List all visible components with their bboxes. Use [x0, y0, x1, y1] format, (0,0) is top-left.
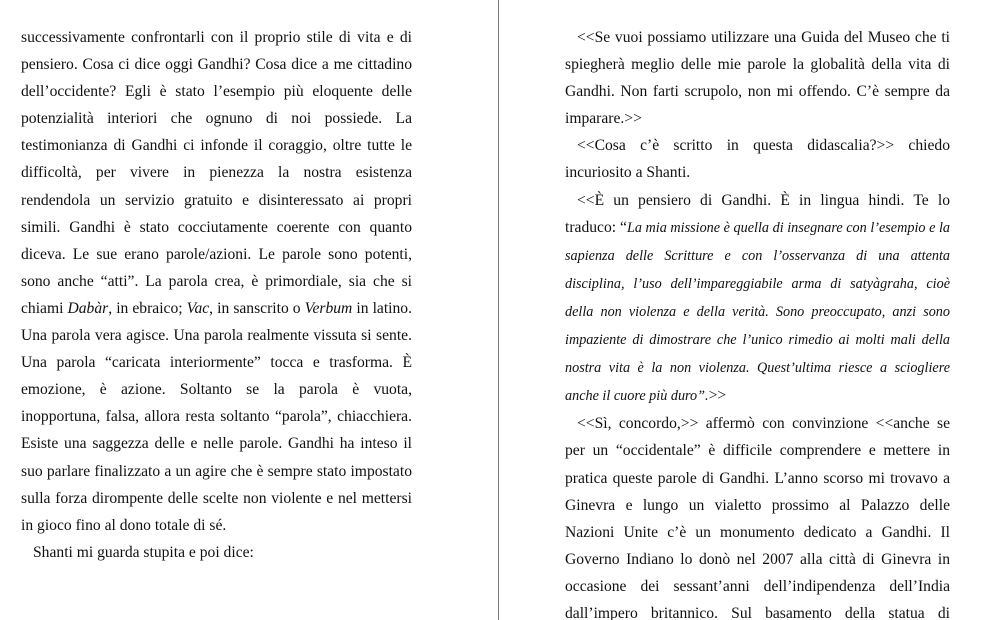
italic-word-vac: Vac — [186, 299, 210, 317]
text-run: , in ebraico; — [108, 299, 187, 317]
gandhi-quote: La mia missione è quella di insegnare con l’esempio e la sapienza delle Scritture e con l’osservanza di una attenta disciplina, l’uso dell’impareggiabile arma di satyàgraha, cioè della non violenza e della verità. Sono preoccupato, anzi sono impaziente di dimostrare che l’unico rimedio ai molti mali della nostra vita è la non violenza. Quest’ultima riesce a sciogliere anche il cuore più duro”. — [565, 219, 950, 405]
left-paragraph-1 — [21, 24, 412, 539]
right-page — [500, 0, 993, 620]
right-paragraph-3 — [565, 187, 950, 411]
italic-word-verbum: Verbum — [304, 299, 353, 317]
page-divider — [498, 0, 499, 620]
text-run: successivamente confrontarli con il proprio stile di vita e di pensiero. Cosa ci dice oggi Gandhi? Cosa dice a me cittadino dell’occidente? Egli è stato l’esempio più eloquente delle potenzialità interiori che ognuno di noi possiede. La testimonianza di Gandhi ci infonde il coraggio, oltre tutte le difficoltà, per vivere in pienezza la nostra esistenza rendendola un servizio gratuito e disinteressato ai propri simili. Gandhi è stato cocciutamente coerente con quanto diceva. Le sue erano parole/azioni. Le parole sono potenti, sono anche “atti”. La parola crea, è primordiale, sia che si chiami — [21, 29, 412, 317]
quote-intro: <<È un pensiero di Gandhi. È in lingua hindi. Te lo traduco: “ — [565, 191, 950, 236]
right-paragraph-1: <<Se vuoi possiamo utilizzare una Guida del Museo che ti spiegherà meglio delle mie parole la globalità della vita di Gandhi. Non farti scrupolo, non mi offendo. C’è sempre da imparare.>> — [565, 29, 950, 128]
italic-word-dabar: Dabàr — [67, 299, 109, 317]
text-run: , in sanscrito o — [209, 299, 305, 317]
left-paragraph-2: Shanti mi guarda stupita e poi dice: — [33, 543, 254, 561]
text-run: in latino. Una parola vera agisce. Una parola realmente vissuta si sente. Una parola “caricata interiormente” tocca e trasforma. È emozione, è azione. Soltanto se la parola è vuota, inopportuna, falsa, allora resta soltanto “parola”, chiacchiera. Esiste una saggezza delle e nelle parole. Gandhi ha inteso il suo parlare finalizzato a un agire che è sempre stato impostato sulla forza dirompente delle scelte non violente e nel mettersi in gioco fino al dono totale di sé. — [21, 299, 412, 534]
right-paragraph-2: <<Cosa c’è scritto in questa didascalia?>> chiedo incuriosito a Shanti. — [565, 137, 950, 182]
quote-end: >> — [708, 387, 727, 405]
right-paragraph-4: <<Sì, concordo,>> affermò con convinzione <<anche se per un “occidentale” è difficile comprendere e mettere in pratica queste parole di Gandhi. L’anno scorso mi trovavo a Ginevra e lungo un vialetto prossimo al Palazzo delle Nazioni Unite c’è un monumento dedicato a Gandhi. Il Governo Indiano lo donò nel 2007 alla città di Ginevra in occasione dei sessant’anni dell’indipendenza dell’India dall’impero britannico. Sul basamento della statua di — [565, 415, 950, 620]
